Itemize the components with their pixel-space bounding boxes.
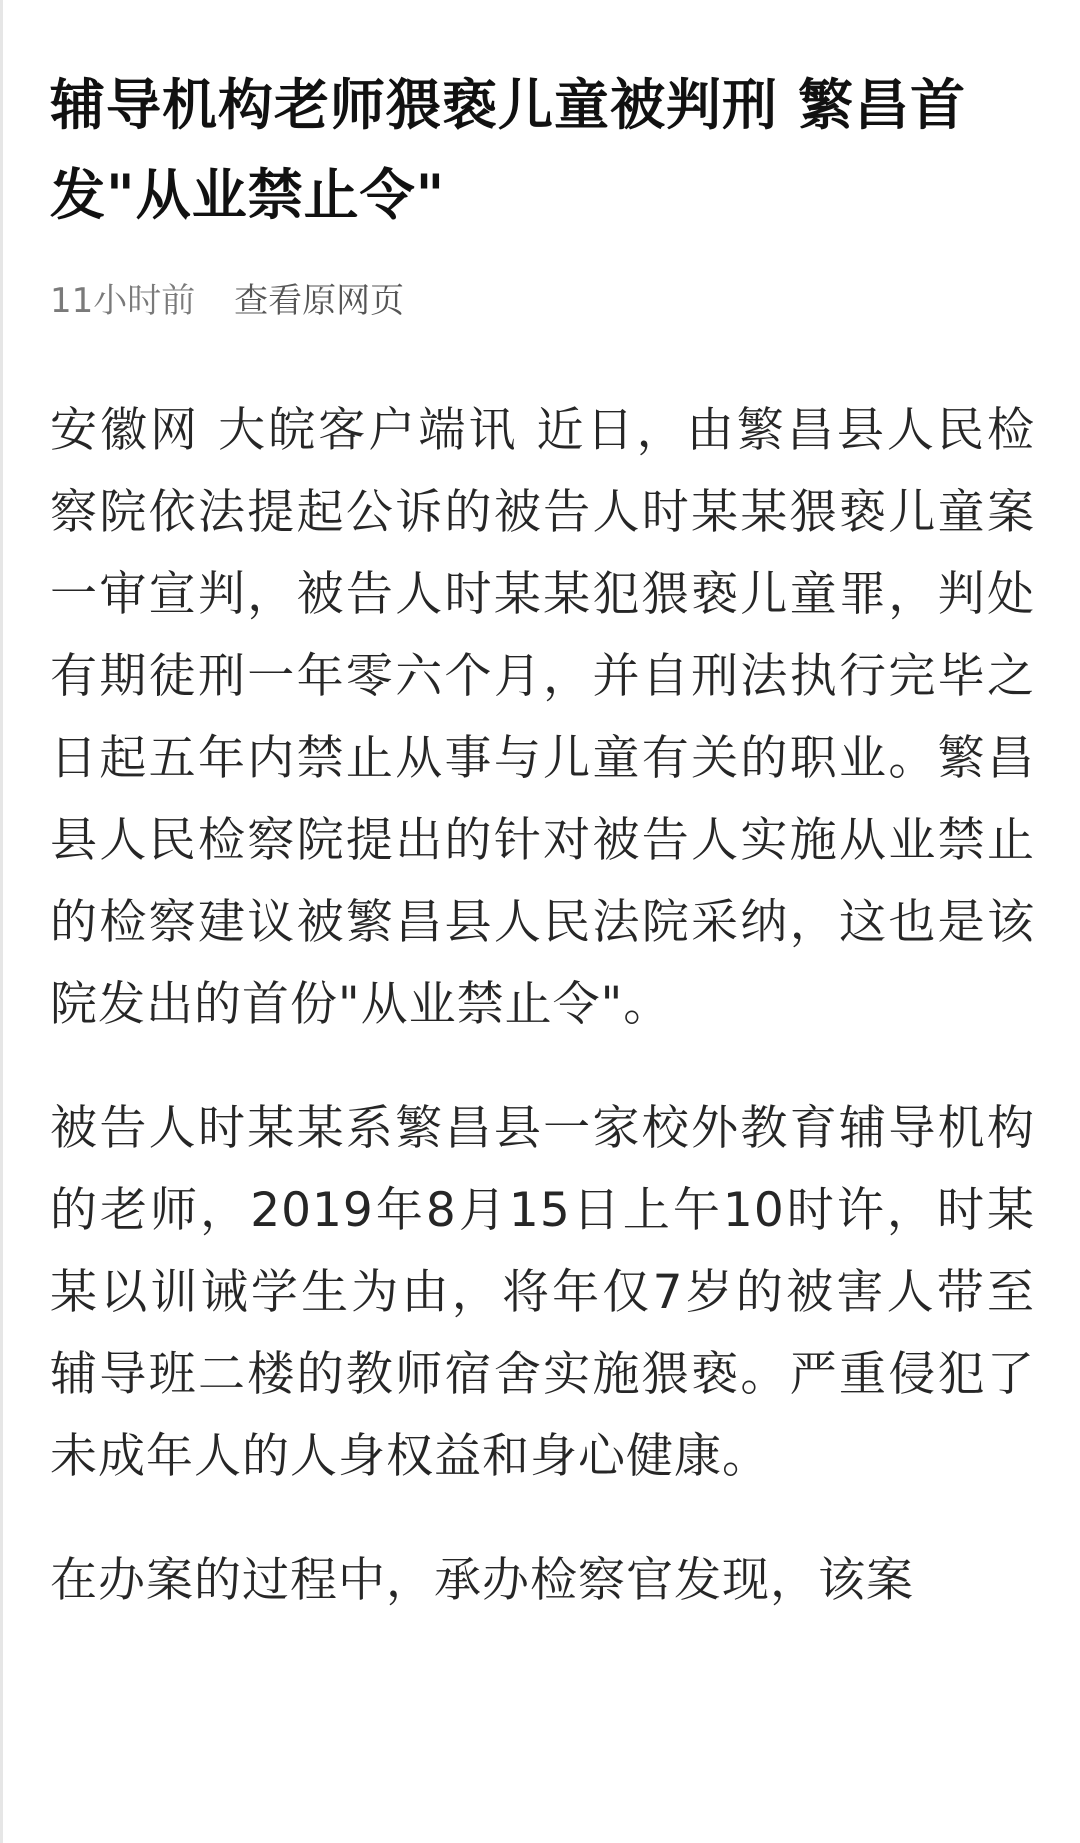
article-paragraph: 安徽网 大皖客户端讯 近日，由繁昌县人民检察院依法提起公诉的被告人时某某猥亵儿童案一审宣判，被告人时某某犯猥亵儿童罪，判处有期徒刑一年零六个月，并自刑法执行完毕之日起五年内禁止从事与儿童有关的职业。繁昌县人民检察院提出的针对被告人实施从业禁止的检察建议被繁昌县人民法院采纳，这也是该院发出的首份"从业禁止令"。 — [50, 403, 1035, 1032]
page-left-border — [0, 0, 3, 1843]
article-paragraph: 在办案的过程中，承办检察官发现，该案 — [50, 1553, 914, 1608]
view-original-link[interactable]: 查看原网页 — [234, 281, 405, 321]
article — [50, 60, 1035, 1622]
article-meta — [50, 276, 1035, 326]
article-title: 辅导机构老师猥亵儿童被判刑 繁昌首发"从业禁止令" — [50, 73, 967, 227]
publish-time: 11小时前 — [50, 281, 196, 321]
article-paragraph: 被告人时某某系繁昌县一家校外教育辅导机构的老师，2019年8月15日上午10时许，时某某以训诫学生为由，将年仅7岁的被害人带至辅导班二楼的教师宿舍实施猥亵。严重侵犯了未成年人的人身权益和身心健康。 — [50, 1101, 1035, 1484]
